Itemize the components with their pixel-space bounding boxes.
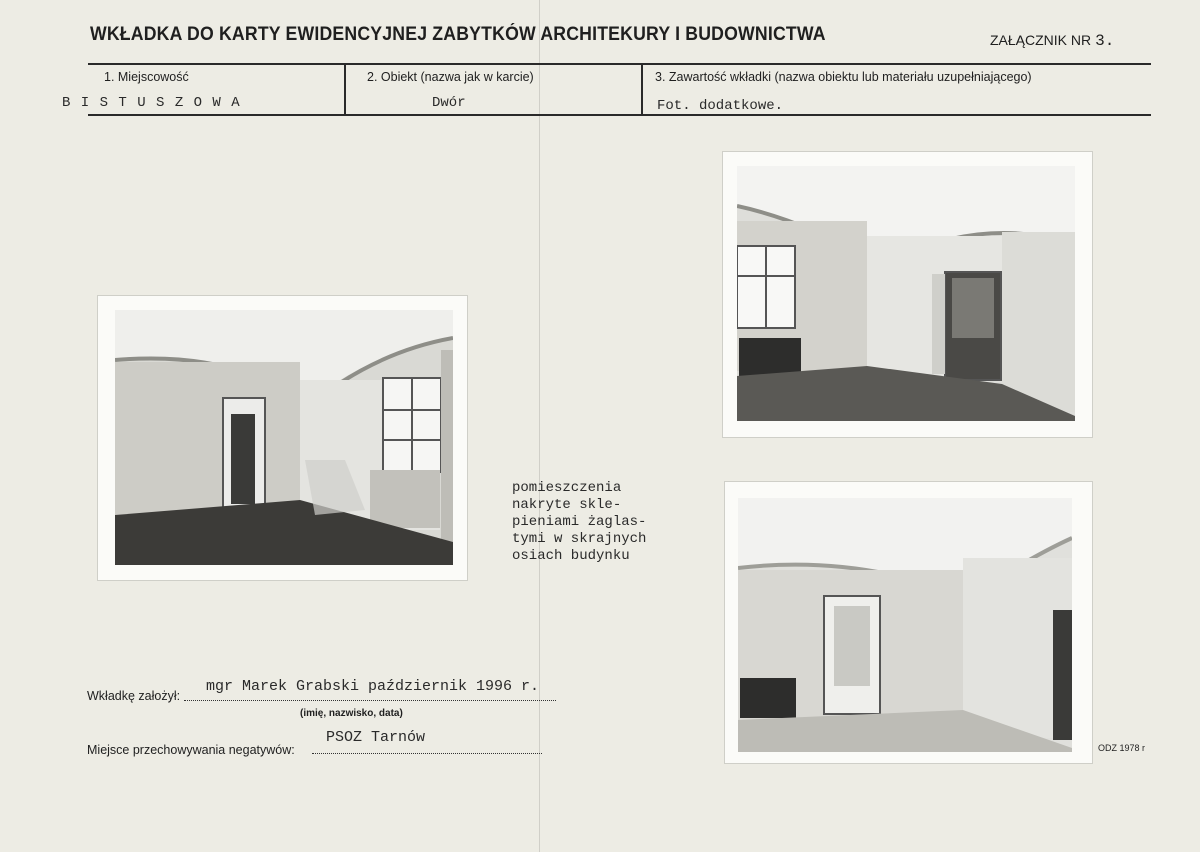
document-title: WKŁADKA DO KARTY EWIDENCYJNEJ ZABYTKÓW ARCHITEKURY I BUDOWNICTWA (90, 24, 826, 45)
table-divider-2 (641, 63, 643, 116)
table-divider-1 (344, 63, 346, 116)
photo-room-lower-right (725, 482, 1092, 763)
object-label: 2. Obiekt (nazwa jak w karcie) (367, 70, 534, 84)
locality-label: 1. Miejscowość (104, 70, 189, 84)
fold-line (539, 0, 540, 852)
attachment-label-text: ZAŁĄCZNIK NR (990, 32, 1092, 48)
founder-label: Wkładkę założył: (87, 689, 181, 703)
table-bottom-rule (88, 114, 1151, 116)
object-value: Dwór (432, 95, 466, 111)
contents-label: 3. Zawartość wkładki (nazwa obiektu lub materiału uzupełniającego) (655, 70, 1032, 84)
print-code: ODZ 1978 r (1098, 743, 1146, 753)
photo-room-upper-right-image (737, 166, 1075, 421)
founder-hint: (imię, nazwisko, data) (300, 708, 403, 719)
storage-value: PSOZ Tarnów (326, 729, 426, 746)
attachment-label (990, 32, 1114, 50)
photo-room-upper-right (723, 152, 1092, 437)
photo-room-left-image (115, 310, 453, 565)
photo-room-left (98, 296, 467, 580)
photo-room-lower-right-image (738, 498, 1072, 752)
founder-value: mgr Marek Grabski październik 1996 r. (206, 678, 540, 695)
storage-dotted-line (312, 753, 542, 754)
contents-value: Fot. dodatkowe. (657, 98, 784, 114)
attachment-number: 3. (1095, 32, 1115, 50)
table-top-rule (88, 63, 1151, 65)
storage-label: Miejsce przechowywania negatywów: (87, 743, 295, 757)
photo-caption: pomieszczenia nakryte skle- pieniami żaglas- tymi w skrajnych osiach budynku (512, 480, 647, 564)
locality-value: B I S T U S Z O W A (62, 95, 241, 111)
founder-dotted-line (184, 700, 556, 701)
